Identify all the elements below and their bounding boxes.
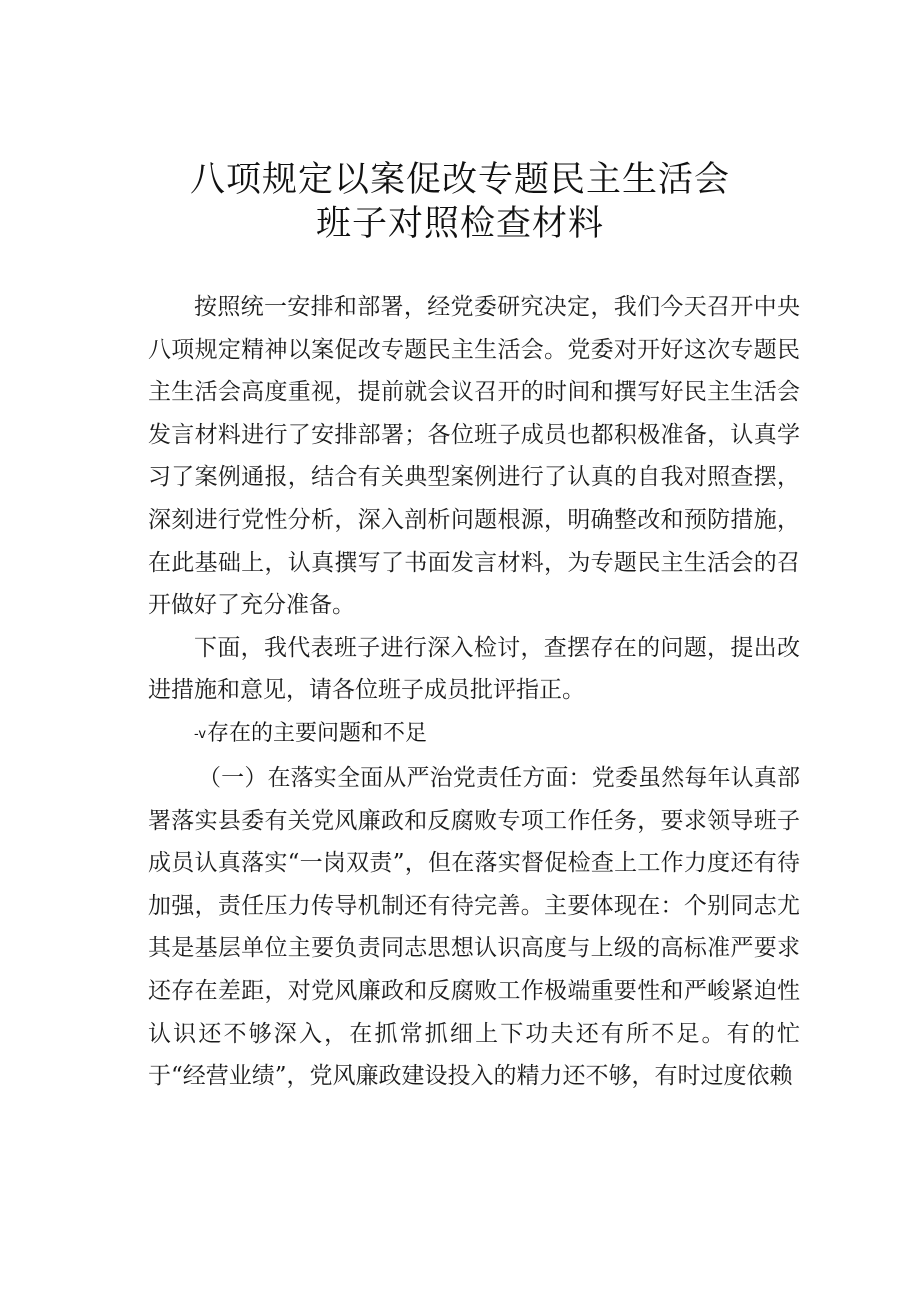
document-title-line-2: 班子对照检查材料	[315, 204, 604, 244]
document-body	[148, 286, 800, 1098]
section-heading-text: 存在的主要问题和不足	[207, 720, 428, 746]
document-title-line-1: 八项规定以案促改专题民主生活会	[189, 160, 730, 200]
paragraph-section-1-1: （一）在落实全面从严治党责任方面：党委虽然每年认真部署落实县委有关党风廉政和反腐败专项工作任务，要求领导班子成员认真落实“一岗双责”，但在落实督促检查上工作力度还有待加强，责任压力传导机制还有待完善。主要体现在：个别同志尤其是基层单位主要负责同志思想认识高度与上级的高标准严要求还存在差距，对党风廉政和反腐败工作极端重要性和严峻紧迫性认识还不够深入，在抓常抓细上下功夫还有所不足。有的忙于“经营业绩”，党风廉政建设投入的精力还不够，有时过度依赖	[148, 764, 800, 1090]
section-heading	[148, 712, 800, 757]
paragraph-self-review: 下面，我代表班子进行深入检讨，查摆存在的问题，提出改进措施和意见，请各位班子成员批评指正。	[148, 634, 800, 704]
section-number: -v	[194, 726, 207, 742]
paragraph-intro: 按照统一安排和部署，经党委研究决定，我们今天召开中央八项规定精神以案促改专题民主生活会。党委对开好这次专题民主生活会高度重视，提前就会议召开的时间和撰写好民主生活会发言材料进行了安排部署；各位班子成员也都积极准备，认真学习了案例通报，结合有关典型案例进行了认真的自我对照查摆，深刻进行党性分析，深入剖析问题根源，明确整改和预防措施，在此基础上，认真撰写了书面发言材料，为专题民主生活会的召开做好了充分准备。	[148, 294, 800, 619]
